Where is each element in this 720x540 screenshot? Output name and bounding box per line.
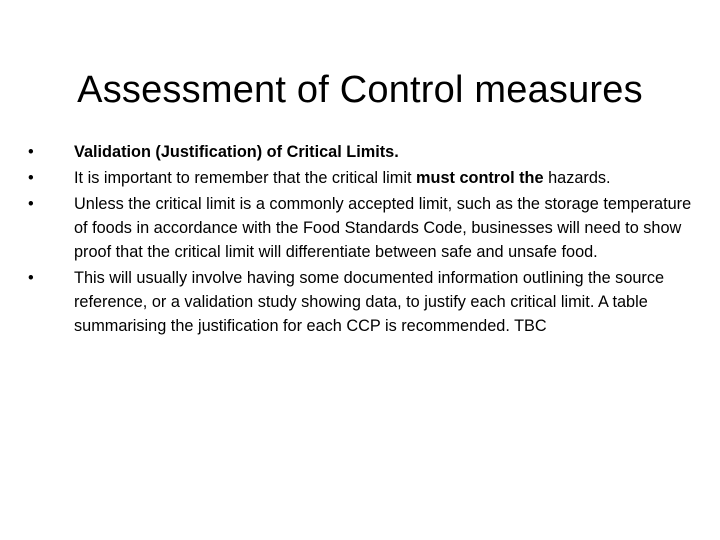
bullet-marker: • <box>28 143 34 161</box>
bullet-text: Validation (Justification) of Critical Limits. <box>74 143 399 161</box>
bullet-text-pre: It is important to remember that the critical limit <box>74 169 417 187</box>
slide-title: Assessment of Control measures <box>77 69 643 111</box>
bullet-item-documentation <box>28 266 698 338</box>
bullet-list <box>28 140 698 340</box>
bullet-text-post: hazards. <box>543 169 611 187</box>
bullet-item-validation <box>28 140 698 164</box>
bullet-item-accepted-limit <box>28 192 698 264</box>
bullet-item-critical-limit <box>28 166 698 190</box>
bullet-marker: • <box>28 195 34 213</box>
bullet-text: Unless the critical limit is a commonly accepted limit, such as the storage temperature of foods in accordance with the Food Standards Code, businesses will need to show proof that the critical limit will differentiate between safe and unsafe food. <box>74 195 692 261</box>
bullet-text: This will usually involve having some documented information outlining the source reference, or a validation study showing data, to justify each critical limit. A table summarising the justification for each CCP is recommended. TBC <box>74 269 665 335</box>
bullet-text-bold: must control the <box>416 169 544 187</box>
bullet-marker: • <box>28 269 34 287</box>
bullet-marker: • <box>28 169 34 187</box>
